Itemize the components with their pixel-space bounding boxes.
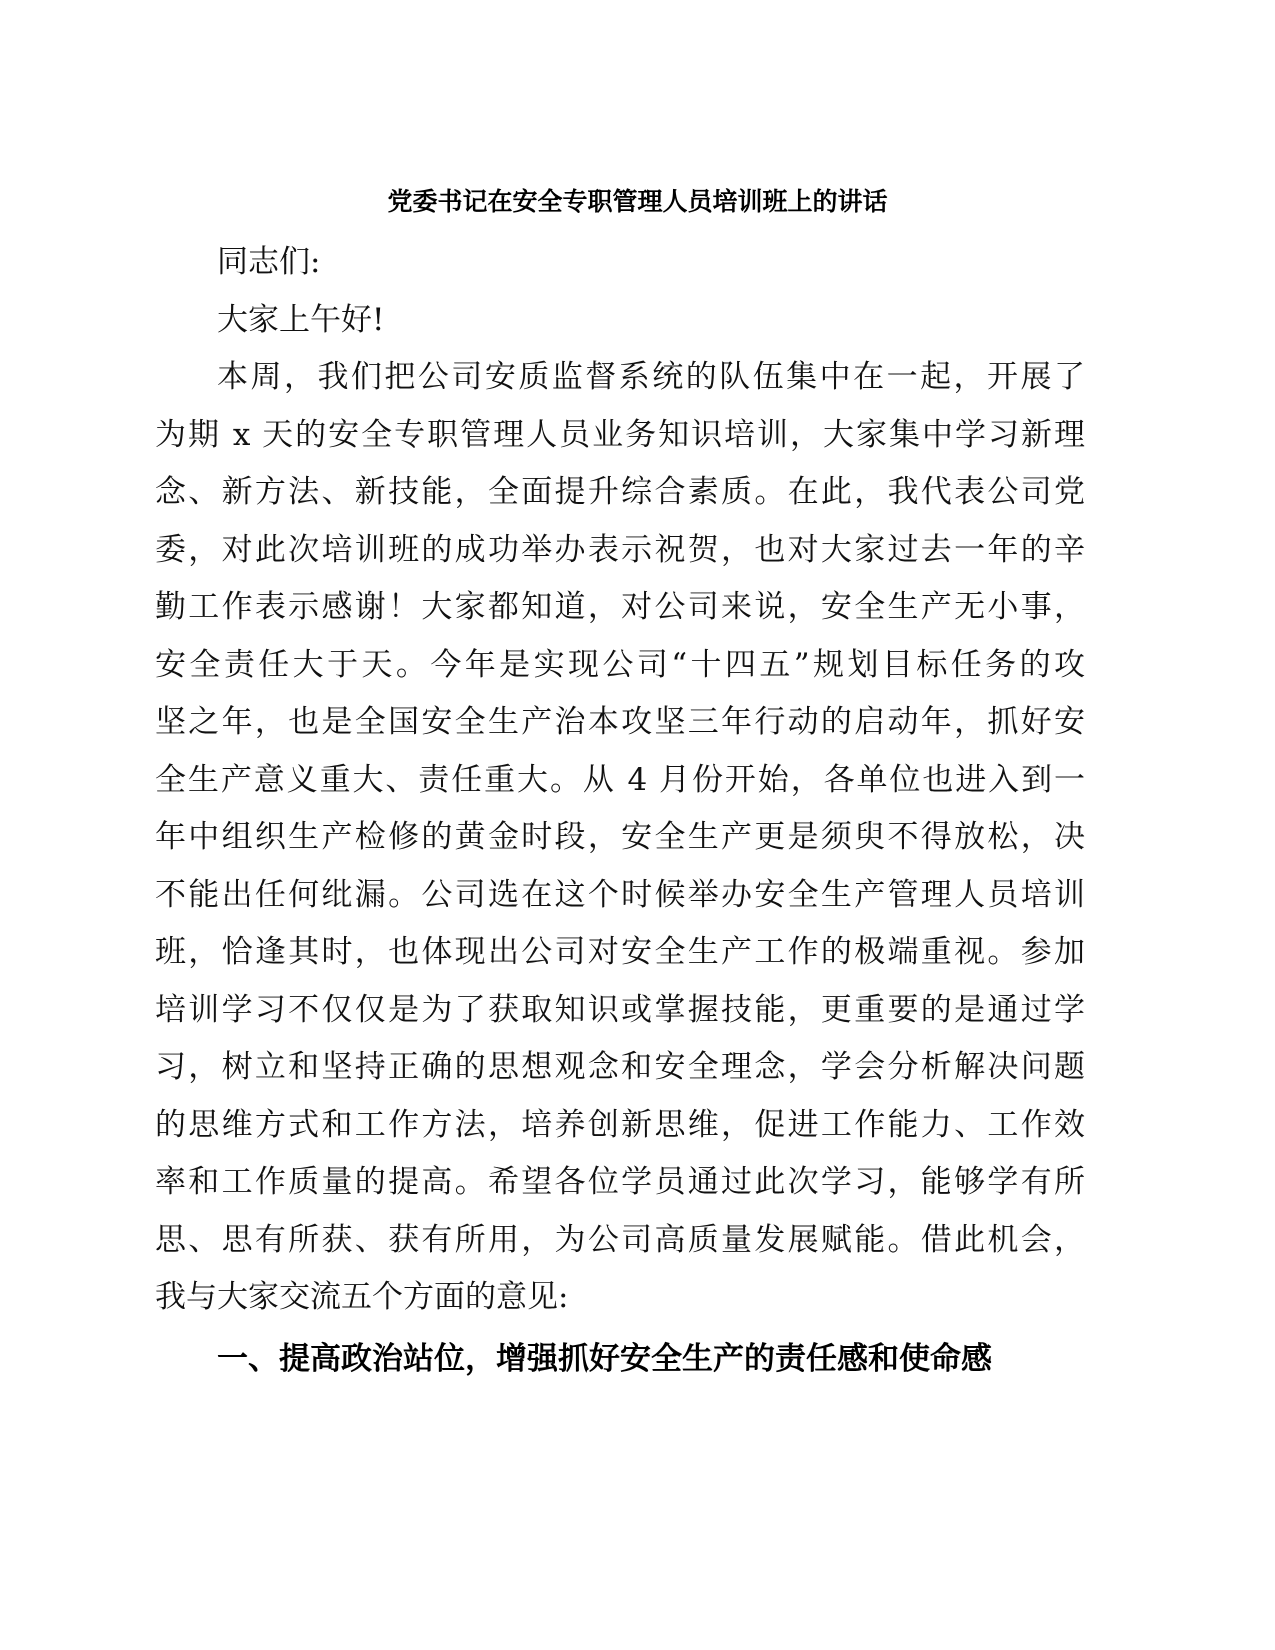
paragraph-line: 思、思有所获、获有所用，为公司高质量发展赋能。借此机会， (155, 1221, 1085, 1258)
paragraph-line: 不能出任何纰漏。公司选在这个时候举办安全生产管理人员培训 (155, 876, 1085, 913)
paragraph-line: 全生产意义重大、责任重大。从 4 月份开始，各单位也进入到一 (155, 761, 1085, 798)
paragraph-line: 念、新方法、新技能，全面提升综合素质。在此，我代表公司党 (155, 474, 1085, 510)
paragraph-line: 本周，我们把公司安质监督系统的队伍集中在一起，开展了 (217, 359, 1085, 395)
paragraph-line: 委，对此次培训班的成功举办表示祝贺，也对大家过去一年的辛 (155, 531, 1085, 568)
paragraph-line: 我与大家交流五个方面的意见: (155, 1279, 569, 1315)
opening-paragraph (155, 349, 1085, 1327)
document-body (155, 234, 1085, 1388)
paragraph-line: 培训学习不仅仅是为了获取知识或掌握技能，更重要的是通过学 (155, 991, 1085, 1028)
greeting: 大家上午好! (217, 301, 385, 338)
paragraph-line: 年中组织生产检修的黄金时段，安全生产更是须臾不得放松，决 (155, 819, 1085, 855)
salutation: 同志们: (217, 244, 321, 280)
document-title: 党委书记在安全专职管理人员培训班上的讲话 (387, 187, 888, 216)
paragraph-line: 的思维方式和工作方法，培养创新思维，促进工作能力、工作效 (155, 1106, 1085, 1143)
paragraph-line: 为期 x 天的安全专职管理人员业务知识培训，大家集中学习新理 (155, 416, 1085, 453)
section-heading: 一、提高政治站位，增强抓好安全生产的责任感和使命感 (217, 1340, 992, 1377)
paragraph-line: 勤工作表示感谢！大家都知道，对公司来说，安全生产无小事， (155, 589, 1085, 625)
paragraph-line: 率和工作质量的提高。希望各位学员通过此次学习，能够学有所 (155, 1164, 1085, 1200)
paragraph-line: 班，恰逢其时，也体现出公司对安全生产工作的极端重视。参加 (155, 934, 1085, 970)
paragraph-line: 安全责任大于天。今年是实现公司“十四五”规划目标任务的攻 (155, 646, 1085, 683)
paragraph-line: 习，树立和坚持正确的思想观念和安全理念，学会分析解决问题 (155, 1049, 1085, 1085)
paragraph-line: 坚之年，也是全国安全生产治本攻坚三年行动的启动年，抓好安 (155, 704, 1085, 740)
